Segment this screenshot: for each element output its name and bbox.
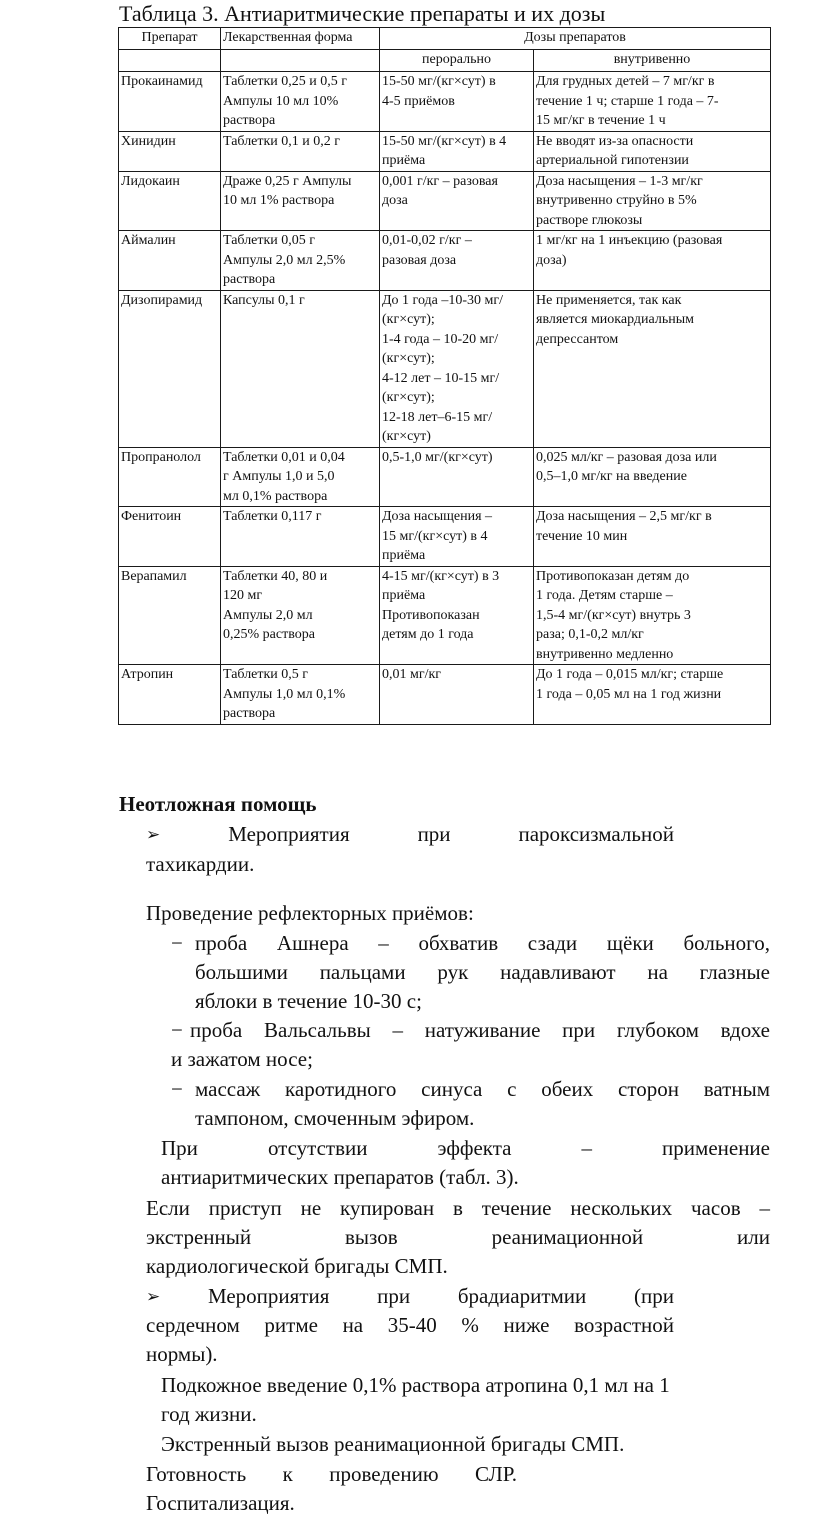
word: применение bbox=[662, 1136, 770, 1160]
cell-line: Ампулы 2,0 мл bbox=[223, 607, 313, 623]
cell-line: приёма bbox=[382, 153, 426, 168]
cell-line: 1,5-4 мг/(кг×сут) внутрь 3 bbox=[536, 607, 691, 623]
cell-line: разовая доза bbox=[382, 252, 457, 268]
cell-line: Таблетки 0,5 г bbox=[223, 667, 309, 682]
atropine-line1: Подкожное введение 0,1% раствора атропина 0,1 мл на 1 bbox=[161, 1373, 670, 1397]
bullet-bradyarrhythmia-line3: нормы). bbox=[146, 1342, 218, 1366]
b2-text-2: сердечном ритме на 35-40 % ниже возрастной bbox=[146, 1313, 674, 1337]
cell-oral bbox=[380, 231, 534, 291]
cell-iv bbox=[534, 72, 771, 132]
bullet-tachycardia bbox=[146, 820, 674, 850]
valsalva-line2: и зажатом носе; bbox=[171, 1047, 313, 1071]
word: пароксизмальной bbox=[518, 822, 674, 846]
word: или bbox=[737, 1225, 770, 1249]
cell-line: 15-50 мг/(кг×сут) в 4 bbox=[382, 133, 507, 149]
cell-line: 0,025 мл/кг – разовая доза или bbox=[536, 449, 717, 465]
cell-drug: Аймалин bbox=[119, 231, 221, 291]
cell-form bbox=[221, 131, 380, 171]
cell-drug: Лидокаин bbox=[119, 171, 221, 231]
cell-line: артериальной гипотензии bbox=[536, 153, 689, 168]
cell-line: г Ампулы 1,0 и 5,0 bbox=[223, 469, 335, 484]
word: эффекта bbox=[437, 1136, 512, 1160]
cell-line: является миокардиальным bbox=[536, 312, 694, 327]
cell-line: 12-18 лет–6-15 мг/ bbox=[382, 409, 493, 425]
cell-line: 0,5-1,0 мг/(кг×сут) bbox=[382, 449, 493, 465]
cell-line: 15-50 мг/(кг×сут) в bbox=[382, 74, 496, 89]
header-form: Лекарственная форма bbox=[221, 28, 380, 50]
word: реанимационной bbox=[491, 1225, 644, 1249]
cell-line: доза bbox=[382, 193, 408, 208]
cell-iv bbox=[534, 131, 771, 171]
arrow-bullet-icon: ➢ bbox=[146, 1287, 161, 1306]
table-row bbox=[119, 566, 771, 665]
cell-line: (кг×сут); bbox=[382, 312, 435, 327]
cell-form bbox=[221, 566, 380, 665]
cell-line: течение 10 мин bbox=[536, 528, 628, 544]
cell-form bbox=[221, 231, 380, 291]
header-iv: внутривенно bbox=[534, 50, 771, 72]
cell-line: Таблетки 0,05 г bbox=[223, 233, 316, 248]
cell-line: раствора bbox=[223, 272, 276, 287]
readiness-line bbox=[146, 1460, 517, 1490]
hospitalization-line: Госпитализация. bbox=[146, 1491, 295, 1515]
cell-line: 1 года – 0,05 мл на 1 год жизни bbox=[536, 686, 722, 702]
cell-line: Драже 0,25 г Ампулы bbox=[223, 173, 352, 189]
table-header-row bbox=[119, 28, 771, 50]
cell-iv bbox=[534, 507, 771, 567]
massage-text-1: массаж каротидного синуса с обеих сторон ватным bbox=[195, 1077, 770, 1101]
cell-line: 0,01 мг/кг bbox=[382, 667, 442, 682]
word: (при bbox=[633, 1284, 674, 1308]
cell-line: приёма bbox=[382, 548, 426, 563]
cell-line: Не применяется, так как bbox=[536, 292, 682, 308]
cell-line: 1 года. Детям старше – bbox=[536, 588, 673, 603]
cell-line: 15 мг/(кг×сут) в 4 bbox=[382, 528, 488, 544]
word: вызов bbox=[345, 1225, 398, 1249]
section-heading: Неотложная помощь bbox=[119, 792, 317, 816]
cell-line: Ампулы 2,0 мл 2,5% bbox=[223, 252, 346, 268]
cell-oral bbox=[380, 171, 534, 231]
cell-line: Таблетки 0,117 г bbox=[223, 509, 322, 524]
cell-form bbox=[221, 665, 380, 725]
cell-line: внутривенно струйно в 5% bbox=[536, 193, 697, 208]
cell-line: Доза насыщения – 2,5 мг/кг в bbox=[536, 509, 712, 524]
cell-form bbox=[221, 290, 380, 447]
cell-line: 15 мг/кг в течение 1 ч bbox=[536, 113, 666, 128]
cell-iv bbox=[534, 231, 771, 291]
cell-line: приёма bbox=[382, 588, 426, 603]
cell-oral bbox=[380, 131, 534, 171]
cell-line: Доза насыщения – bbox=[382, 509, 493, 524]
table-row bbox=[119, 665, 771, 725]
cell-line: 1-4 года – 10-20 мг/ bbox=[382, 331, 499, 347]
cell-line: доза) bbox=[536, 252, 567, 268]
cell-iv bbox=[534, 665, 771, 725]
header-oral: перорально bbox=[380, 50, 534, 72]
table-title: Таблица 3. Антиаритмические препараты и их дозы bbox=[119, 1, 606, 26]
cell-oral bbox=[380, 290, 534, 447]
valsalva-line1 bbox=[171, 1016, 770, 1046]
cell-drug: Прокаинамид bbox=[119, 72, 221, 132]
cell-line: (кг×сут); bbox=[382, 390, 435, 405]
subheader-empty bbox=[119, 50, 221, 72]
dash-icon: − bbox=[171, 931, 183, 955]
cell-iv bbox=[534, 290, 771, 447]
cell-line: растворе глюкозы bbox=[536, 212, 643, 228]
word: экстренный bbox=[146, 1225, 252, 1249]
ashner-line3: яблоки в течение 10-30 с; bbox=[195, 989, 422, 1013]
cell-line: раствора bbox=[223, 113, 276, 128]
massage-line1 bbox=[171, 1075, 770, 1105]
noeffect-line2: антиаритмических препаратов (табл. 3). bbox=[161, 1165, 519, 1189]
table-row bbox=[119, 72, 771, 132]
readiness-text: Готовность к проведению СЛР. bbox=[146, 1462, 517, 1486]
bullet-tachycardia-line1 bbox=[146, 820, 674, 850]
cell-line: 0,5–1,0 мг/кг на введение bbox=[536, 469, 687, 484]
cell-line: (кг×сут) bbox=[382, 429, 431, 444]
subheader-empty bbox=[221, 50, 380, 72]
cell-line: 4-15 мг/(кг×сут) в 3 bbox=[382, 568, 500, 584]
ashner-line2 bbox=[195, 958, 770, 988]
cell-line: 0,01-0,02 г/кг – bbox=[382, 233, 472, 248]
antiarrhythmic-table bbox=[118, 27, 771, 725]
cell-line: Таблетки 0,1 и 0,2 г bbox=[223, 133, 341, 149]
cell-drug: Верапамил bbox=[119, 566, 221, 665]
header-drug: Препарат bbox=[119, 28, 221, 50]
cell-line: 10 мл 1% раствора bbox=[223, 193, 335, 208]
table-row bbox=[119, 131, 771, 171]
cell-line: (кг×сут); bbox=[382, 351, 435, 366]
word: при bbox=[377, 1284, 411, 1308]
cell-iv bbox=[534, 171, 771, 231]
cell-form bbox=[221, 171, 380, 231]
cell-form bbox=[221, 507, 380, 567]
cell-line: 0,25% раствора bbox=[223, 627, 315, 642]
cell-line: Таблетки 0,01 и 0,04 bbox=[223, 449, 345, 465]
cell-drug: Атропин bbox=[119, 665, 221, 725]
cell-oral bbox=[380, 507, 534, 567]
cell-line: Таблетки 40, 80 и bbox=[223, 568, 328, 584]
dash-icon: − bbox=[171, 1077, 183, 1101]
cell-drug: Хинидин bbox=[119, 131, 221, 171]
cell-oral bbox=[380, 447, 534, 507]
word: брадиаритмии bbox=[457, 1284, 587, 1308]
arrow-bullet-icon: ➢ bbox=[146, 825, 161, 844]
noeffect-line1 bbox=[161, 1134, 770, 1164]
valsalva-text-1: проба Вальсальвы – натуживание при глубоком вдохе bbox=[190, 1018, 770, 1042]
table-body bbox=[119, 72, 771, 725]
word: Мероприятия bbox=[207, 1284, 330, 1308]
header-doses: Дозы препаратов bbox=[380, 28, 771, 50]
cell-oral bbox=[380, 566, 534, 665]
cell-drug: Пропранолол bbox=[119, 447, 221, 507]
cell-iv bbox=[534, 566, 771, 665]
massage-line2: тампоном, смоченным эфиром. bbox=[195, 1106, 475, 1130]
cell-line: Таблетки 0,25 и 0,5 г bbox=[223, 74, 348, 89]
cell-line: До 1 года – 0,015 мл/кг; старше bbox=[536, 667, 724, 682]
bullet-tachycardia-line2: тахикардии. bbox=[146, 852, 255, 876]
cell-line: детям до 1 года bbox=[382, 627, 474, 642]
cell-line: 120 мг bbox=[223, 588, 263, 603]
cell-iv bbox=[534, 447, 771, 507]
ashner-line1 bbox=[171, 929, 770, 959]
ashner-text-2: большими пальцами рук надавливают на глазные bbox=[195, 960, 770, 984]
cell-line: депрессантом bbox=[536, 331, 619, 347]
cell-drug: Дизопирамид bbox=[119, 290, 221, 447]
table-row bbox=[119, 290, 771, 447]
ashner-text-1: проба Ашнера – обхватив сзади щёки больного, bbox=[195, 931, 770, 955]
attack-text-1: Если приступ не купирован в течение нескольких часов – bbox=[146, 1196, 770, 1220]
cell-line: Ампулы 1,0 мл 0,1% bbox=[223, 686, 346, 702]
table-row bbox=[119, 231, 771, 291]
cell-line: раствора bbox=[223, 706, 276, 721]
word: При bbox=[161, 1136, 198, 1160]
cell-form bbox=[221, 72, 380, 132]
attack-line1 bbox=[146, 1194, 770, 1224]
table-row bbox=[119, 171, 771, 231]
attack-line2 bbox=[146, 1223, 770, 1253]
bullet-bradyarrhythmia bbox=[146, 1282, 674, 1312]
cell-oral bbox=[380, 72, 534, 132]
word: отсутствии bbox=[267, 1136, 368, 1160]
cell-line: Капсулы 0,1 г bbox=[223, 292, 305, 308]
cell-line: Противопоказан bbox=[382, 607, 480, 623]
word: при bbox=[417, 822, 451, 846]
cell-line: Не вводят из-за опасности bbox=[536, 133, 694, 149]
cell-line: 4-5 приёмов bbox=[382, 93, 455, 109]
table-subheader-row bbox=[119, 50, 771, 72]
cell-line: Для грудных детей – 7 мг/кг в bbox=[536, 74, 715, 89]
cell-drug: Фенитоин bbox=[119, 507, 221, 567]
cell-line: Противопоказан детям до bbox=[536, 568, 690, 584]
bullet-bradyarrhythmia-line2 bbox=[146, 1311, 674, 1341]
table-row bbox=[119, 447, 771, 507]
cell-line: 1 мг/кг на 1 инъекцию (разовая bbox=[536, 233, 723, 248]
call-team-line: Экстренный вызов реанимационной бригады СМП. bbox=[161, 1432, 625, 1456]
reflex-intro: Проведение рефлекторных приёмов: bbox=[146, 901, 474, 925]
atropine-line2: год жизни. bbox=[161, 1402, 257, 1426]
attack-line3: кардиологической бригады СМП. bbox=[146, 1254, 448, 1278]
word: Мероприятия bbox=[228, 822, 350, 846]
cell-line: До 1 года –10-30 мг/ bbox=[382, 292, 504, 308]
cell-oral bbox=[380, 665, 534, 725]
cell-line: раза; 0,1-0,2 мл/кг bbox=[536, 627, 644, 642]
cell-line: течение 1 ч; старше 1 года – 7- bbox=[536, 93, 719, 109]
cell-line: 4-12 лет – 10-15 мг/ bbox=[382, 370, 500, 386]
table-row bbox=[119, 507, 771, 567]
cell-line: Ампулы 10 мл 10% bbox=[223, 93, 339, 109]
cell-line: Доза насыщения – 1-3 мг/кг bbox=[536, 173, 703, 189]
cell-line: мл 0,1% раствора bbox=[223, 488, 328, 504]
word: – bbox=[581, 1136, 593, 1160]
cell-line: 0,001 г/кг – разовая bbox=[382, 173, 498, 189]
dash-icon: − bbox=[171, 1018, 183, 1042]
cell-form bbox=[221, 447, 380, 507]
cell-line: внутривенно медленно bbox=[536, 646, 674, 662]
